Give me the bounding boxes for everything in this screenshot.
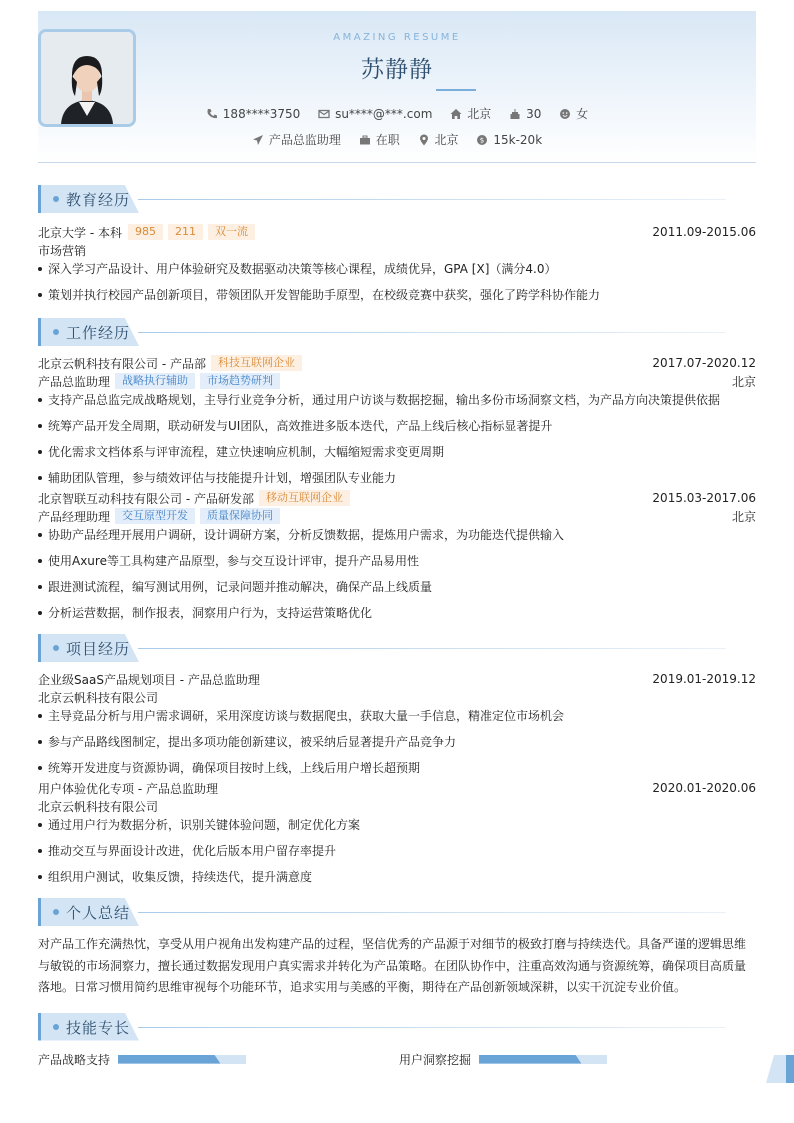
gender-info [559,105,588,122]
target-city-info [418,131,459,148]
major: 市场营销 [38,243,87,258]
education-bullet: 策划并执行校园产品创新项目，带领团队开发智能助手原型，在校级竞赛中获奖，强化了跨学科协作能力 [38,286,756,304]
education-date: 2011.09-2015.06 [652,225,756,239]
skill-bar-fill [118,1055,220,1064]
age-text: 30 [526,107,542,121]
project-bullet: 参与产品路线图制定，提出多项功能创新建议，被采纳后显著提升产品竞争力 [38,733,756,751]
mail-icon [318,108,330,120]
company-name: 北京云帆科技有限公司 - 产品部 [38,356,206,371]
city-info [450,105,491,122]
skill-label: 产品战略支持 [38,1052,111,1067]
skills-section-header [38,1013,756,1043]
section-dot [53,1024,59,1030]
email-info [318,107,432,121]
work-city: 北京 [731,509,756,524]
role-tag: 市场趋势研判 [200,373,280,389]
section-dot [53,909,59,915]
project-entry [38,670,756,777]
work-bullet: 统筹产品开发全周期，联动研发与UI团队，高效推进多版本迭代，产品上线后核心指标显著提升 [38,417,756,435]
work-bullet: 分析运营数据，制作报表，洞察用户行为，支持运营策略优化 [38,604,756,622]
project-date: 2019.01-2019.12 [652,672,756,686]
skill-bar [479,1055,607,1064]
company-tag: 移动互联网企业 [259,490,350,506]
resume-header [38,11,756,163]
send-icon [252,134,264,146]
svg-text:$: $ [480,136,485,145]
work-bullet: 使用Axure等工具构建产品原型，参与交互设计评审，提升产品易用性 [38,552,756,570]
role-tag: 战略执行辅助 [115,373,195,389]
section-dot [53,329,59,335]
section-divider [138,648,726,649]
school-tag-double-first-class: 双一流 [208,224,255,240]
work-section-header [38,318,756,348]
section-divider [138,912,726,913]
summary-text: 对产品工作充满热忱，享受从用户视角出发构建产品的过程，坚信优秀的产品源于对细节的极致打磨与持续迭代。具备严谨的逻辑思维与敏锐的市场洞察力，擅长通过数据发现用户真实需求并转化为产品策略。在团队协作中，注重高效沟通与资源统筹，确保项目高质量落地。日常习惯用简约思维审视每个功能环节，追求实用与美感的平衡，期待在产品创新领域深耕，以实干沉淀专业价值。 [38,937,747,994]
section-dot [53,645,59,651]
role-tag: 交互原型开发 [115,508,195,524]
work-title: 工作经历 [66,324,131,342]
company-name: 北京智联互动科技有限公司 - 产品研发部 [38,491,254,506]
salary-icon [476,134,488,146]
skill-bar-fill [479,1055,581,1064]
skill-label: 用户洞察挖掘 [399,1052,472,1067]
city-text: 北京 [467,107,492,121]
project-bullet: 通过用户行为数据分析，识别关键体验问题，制定优化方案 [38,816,756,834]
education-title: 教育经历 [66,191,131,209]
company-tag: 科技互联网企业 [211,355,302,371]
work-date: 2015.03-2017.06 [652,491,756,505]
resume-page [38,11,756,1075]
education-entry [38,223,756,304]
work-entry [38,354,756,487]
school-name: 北京大学 - 本科 [38,225,122,240]
work-entry [38,489,756,622]
section-divider [138,199,726,200]
salary-text: 15k-20k [493,133,543,147]
education-bullet: 深入学习产品设计、用户体验研究及数据驱动决策等核心课程，成绩优异，GPA [X]（满分4.0） [38,260,756,278]
section-dot [53,196,59,202]
resume-tagline: AMAZING RESUME [333,32,461,43]
name-underline [436,89,476,91]
projects-section-header [38,634,756,664]
school-tag-985: 985 [128,224,163,240]
phone-icon [206,108,218,120]
phone-info [206,107,300,121]
gender-icon [559,108,571,120]
salary-info [476,133,542,147]
phone-text: 188****3750 [222,107,301,121]
job-role: 产品总监助理 [38,374,111,389]
status-text: 在职 [375,133,400,147]
project-org: 北京云帆科技有限公司 [38,799,159,814]
work-bullet: 跟进测试流程，编写测试用例，记录问题并推动解决，确保产品上线质量 [38,578,756,596]
section-divider [138,332,726,333]
location-pin-icon [418,134,430,146]
cake-icon [509,108,521,120]
skill-item [38,1051,246,1068]
school-tag-211: 211 [168,224,203,240]
work-bullet: 优化需求文档体系与评审流程，建立快速响应机制，大幅缩短需求变更周期 [38,443,756,461]
job-intent-row [38,131,756,148]
target-position-info [252,131,341,148]
skills-title: 技能专长 [66,1018,131,1037]
project-date: 2020.01-2020.06 [652,781,756,795]
work-bullet: 辅助团队管理，参与绩效评估与技能提升计划，增强团队专业能力 [38,469,756,487]
role-tag: 质量保障协同 [200,508,280,524]
summary-section-header [38,898,756,928]
page-corner-decoration [766,1055,794,1083]
summary-title: 个人总结 [66,904,131,922]
target-city-text: 北京 [434,133,459,147]
job-role: 产品经理助理 [38,509,111,524]
work-date: 2017.07-2020.12 [652,356,756,370]
work-bullet: 协助产品经理开展用户调研，设计调研方案，分析反馈数据，提炼用户需求，为功能迭代提供输入 [38,526,756,544]
project-bullet: 主导竞品分析与用户需求调研，采用深度访谈与数据爬虫，获取大量一手信息，精准定位市场机会 [38,707,756,725]
project-bullet: 统筹开发进度与资源协调，确保项目按时上线，上线后用户增长超预期 [38,759,756,777]
age-info [509,107,541,121]
work-city: 北京 [731,374,756,389]
skill-bar [118,1055,246,1064]
gender-text: 女 [576,107,589,121]
project-name: 企业级SaaS产品规划项目 - 产品总监助理 [38,672,260,687]
education-section-header [38,185,756,215]
target-position-text: 产品总监助理 [268,133,341,147]
email-text: su****@***.com [335,107,433,121]
home-icon [450,108,462,120]
contact-row [38,105,756,122]
section-divider [138,1027,726,1028]
candidate-name: 苏静静 [361,57,433,83]
briefcase-icon [359,134,371,146]
status-info [359,131,400,148]
projects-title: 项目经历 [66,640,131,658]
project-org: 北京云帆科技有限公司 [38,690,159,705]
project-bullet: 组织用户测试，收集反馈，持续迭代，提升满意度 [38,868,756,886]
skills-list [38,1051,756,1075]
project-bullet: 推动交互与界面设计改进，优化后版本用户留存率提升 [38,842,756,860]
project-entry [38,779,756,886]
work-bullet: 支持产品总监完成战略规划，主导行业竞争分析，通过用户访谈与数据挖掘，输出多份市场洞察文档，为产品方向决策提供依据 [38,391,756,409]
project-name: 用户体验优化专项 - 产品总监助理 [38,781,218,796]
skill-item [399,1051,607,1068]
